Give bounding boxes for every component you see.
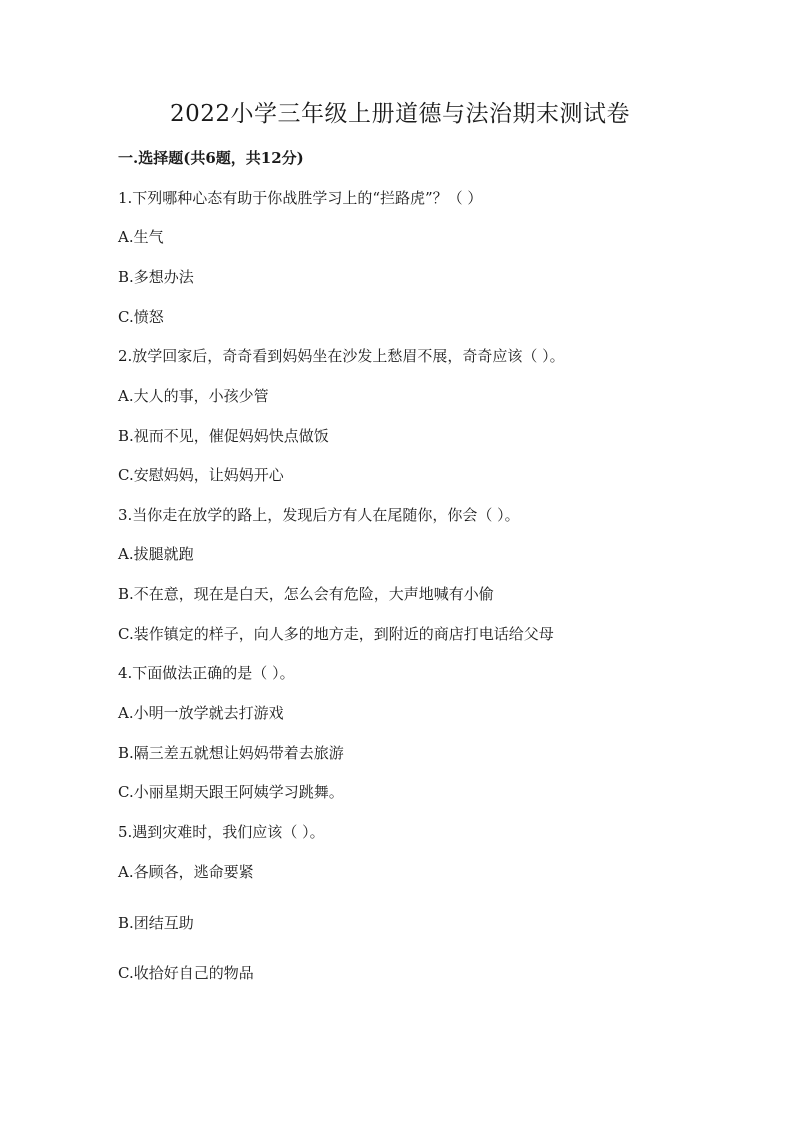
question-3-option-b: B.不在意，现在是白天，怎么会有危险，大声地喊有小偷	[118, 585, 494, 603]
question-5-option-a: A.各顾各，逃命要紧	[118, 863, 254, 881]
question-3-option-a: A.拔腿就跑	[118, 545, 194, 563]
question-1-stem: 1.下列哪种心态有助于你战胜学习上的“拦路虎”？（ ）	[118, 189, 483, 207]
section-heading: 一.选择题(共6题，共12分)	[118, 149, 304, 167]
question-5-stem: 5.遇到灾难时，我们应该（ ）。	[118, 823, 325, 841]
question-2-stem: 2.放学回家后，奇奇看到妈妈坐在沙发上愁眉不展，奇奇应该（ ）。	[118, 347, 565, 365]
exam-title: 2022小学三年级上册道德与法治期末测试卷	[169, 101, 631, 127]
question-4-option-a: A.小明一放学就去打游戏	[118, 704, 284, 722]
question-4-option-c: C.小丽星期天跟王阿姨学习跳舞。	[118, 783, 344, 801]
question-4-option-b: B.隔三差五就想让妈妈带着去旅游	[118, 744, 344, 762]
question-3-stem: 3.当你走在放学的路上，发现后方有人在尾随你，你会（ ）。	[118, 506, 520, 524]
question-1-option-c: C.愤怒	[118, 308, 164, 326]
question-2-option-c: C.安慰妈妈，让妈妈开心	[118, 466, 284, 484]
question-5-option-b: B.团结互助	[118, 914, 194, 932]
question-2-option-b: B.视而不见，催促妈妈快点做饭	[118, 427, 329, 445]
question-1-option-b: B.多想办法	[118, 268, 194, 286]
question-3-option-c: C.装作镇定的样子，向人多的地方走，到附近的商店打电话给父母	[118, 625, 554, 643]
question-5-option-c: C.收拾好自己的物品	[118, 964, 254, 982]
question-2-option-a: A.大人的事，小孩少管	[118, 387, 269, 405]
question-1-option-a: A.生气	[118, 228, 164, 246]
question-4-stem: 4.下面做法正确的是（ ）。	[118, 664, 295, 682]
